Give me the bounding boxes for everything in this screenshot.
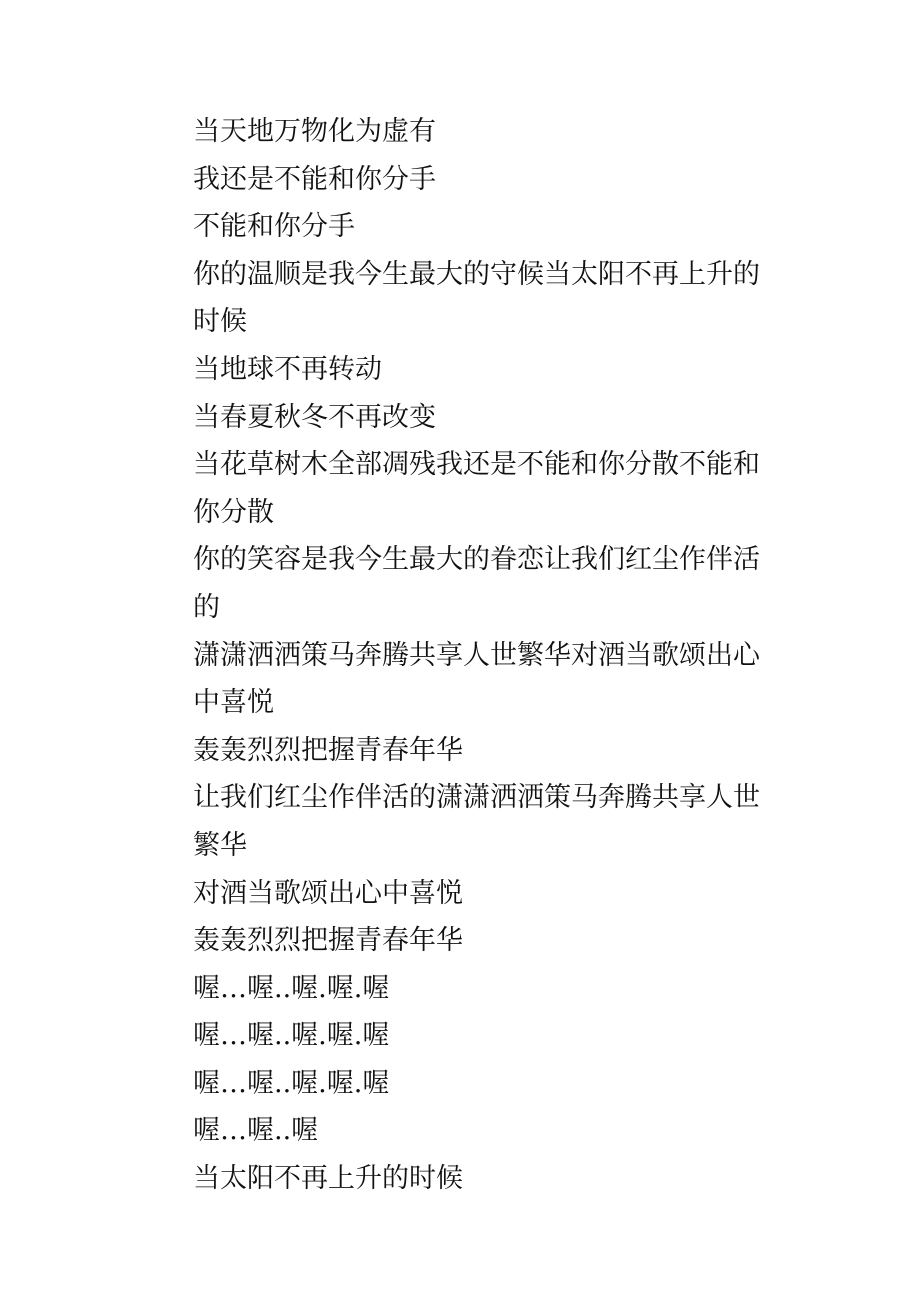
lyric-line: 当地球不再转动 — [193, 353, 382, 385]
lyric-line: 喔…喔..喔.喔.喔 — [193, 1067, 390, 1099]
lyric-line: 潇潇洒洒策马奔腾共享人世繁华对酒当歌颂出心中喜悦 — [193, 639, 760, 719]
lyric-line: 喔…喔..喔.喔.喔 — [193, 1020, 390, 1052]
lyric-line: 对酒当歌颂出心中喜悦 — [193, 877, 463, 909]
lyric-line: 当太阳不再上升的时候 — [193, 1163, 463, 1195]
lyric-line: 喔…喔..喔.喔.喔 — [193, 972, 390, 1004]
lyric-line: 不能和你分手 — [193, 211, 355, 243]
lyric-line: 喔…喔..喔 — [193, 1115, 319, 1147]
lyric-line: 你的笑容是我今生最大的眷恋让我们红尘作伴活的 — [193, 544, 760, 623]
lyric-line: 轰轰烈烈把握青春年华 — [193, 734, 463, 766]
lyric-line: 让我们红尘作伴活的潇潇洒洒策马奔腾共享人世繁华 — [193, 782, 760, 861]
lyric-line: 当花草树木全部凋残我还是不能和你分散不能和你分散 — [193, 449, 760, 528]
lyric-line: 当春夏秋冬不再改变 — [193, 401, 436, 433]
lyric-line: 当天地万物化为虚有 — [193, 116, 436, 147]
lyric-line: 轰轰烈烈把握青春年华 — [193, 925, 463, 957]
lyrics-text-block — [193, 108, 778, 1203]
lyric-line: 我还是不能和你分手 — [193, 163, 436, 195]
lyric-line: 你的温顺是我今生最大的守候当太阳不再上升的时候 — [193, 258, 760, 338]
